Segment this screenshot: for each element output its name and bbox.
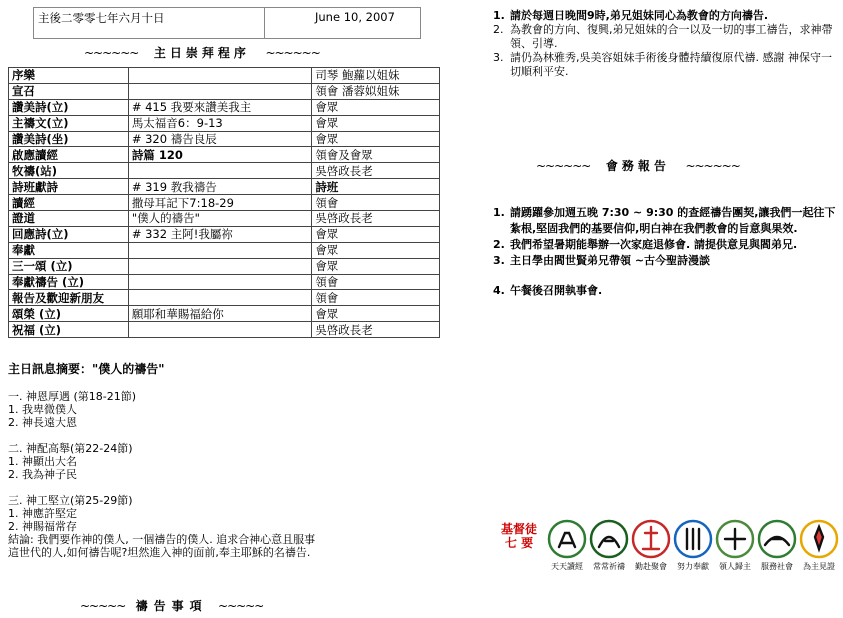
table-row (9, 115, 440, 131)
evangelism-icon (715, 519, 755, 559)
program-leader: 領會 (312, 195, 440, 211)
program-detail: # 319 教我禱告 (128, 179, 312, 195)
program-item: 牧禱(站) (9, 163, 129, 179)
item-text: 請踴躍參加週五晚 7:30 ~ 9:30 的查經禱告團契,讓我們一起往下紮根,堅固我們的基要信仰,明白神在我們教會的旨意與果效. (510, 206, 836, 235)
item-text: 請仍為林雅秀,吳美容姐妹手術後身體持續復原代禱. 感謝 神保守一切順利平安. (510, 51, 832, 78)
table-row (9, 242, 440, 258)
program-leader: 會眾 (312, 306, 440, 322)
program-detail: 詩篇 120 (128, 147, 312, 163)
program-item: 宣召 (9, 83, 129, 99)
essential-item (588, 519, 630, 572)
table-row (9, 322, 440, 338)
table-row (9, 99, 440, 115)
program-leader: 會眾 (312, 115, 440, 131)
sermon-summary (8, 363, 438, 559)
table-row (9, 274, 440, 290)
essential-item (714, 519, 756, 572)
table-row (9, 147, 440, 163)
table-row (9, 83, 440, 99)
list-item (493, 205, 838, 237)
program-detail (128, 290, 312, 306)
item-number: 2. (493, 238, 505, 251)
program-item: 詩班獻詩 (9, 179, 129, 195)
service-icon (757, 519, 797, 559)
essential-item (546, 519, 588, 572)
essential-caption: 服務社會 (761, 562, 793, 571)
essential-caption: 努力奉獻 (677, 562, 709, 571)
essential-caption: 常常祈禱 (593, 562, 625, 571)
seven-essentials-label: 基督徒 七 要 (500, 522, 537, 550)
program-item: 奉獻禱告 (立) (9, 274, 129, 290)
item-text: 午餐後召開執事會. (510, 284, 603, 297)
program-leader: 會眾 (312, 242, 440, 258)
table-row (9, 290, 440, 306)
seven-essentials-logo (496, 519, 840, 572)
table-row (9, 258, 440, 274)
program-leader: 會眾 (312, 258, 440, 274)
essential-caption: 勤赴聚會 (635, 562, 667, 571)
sermon-line: 一. 神恩厚遇 (第18-21節) (8, 390, 137, 403)
item-text: 請於每週日晚間9時,弟兄姐妹同心為教會的方向禱告. (510, 9, 769, 22)
program-item: 證道 (9, 211, 129, 227)
program-leader: 吳啓政長老 (312, 322, 440, 338)
program-detail: # 415 我要來讚美我主 (128, 99, 312, 115)
table-row (9, 306, 440, 322)
program-detail: 撒母耳記下7:18-29 (128, 195, 312, 211)
program-leader: 會眾 (312, 226, 440, 242)
announcements-title: ~~~~~~ 會務報告 ~~~~~~ (536, 159, 740, 173)
item-text: 我們希望暑期能舉辦一次家庭退修會. 請提供意見與閻弟兄. (510, 238, 798, 251)
spacer (8, 481, 438, 494)
essential-item (756, 519, 798, 572)
program-leader: 會眾 (312, 131, 440, 147)
worship-order-table (8, 67, 440, 338)
program-item: 主禱文(立) (9, 115, 129, 131)
program-item: 啟應讀經 (9, 147, 129, 163)
program-detail (128, 163, 312, 179)
list-item (493, 237, 838, 253)
date-english: June 10, 2007 (315, 10, 395, 24)
item-number: 2. (493, 23, 504, 36)
spacer (8, 429, 438, 442)
item-number: 1. (493, 9, 505, 22)
essential-item (630, 519, 672, 572)
program-detail (128, 68, 312, 84)
program-detail (128, 274, 312, 290)
sermon-line: 這世代的人,如何禱告呢?坦然進入神的面前,奉主耶穌的名禱告. (8, 546, 311, 559)
program-leader: 領會 (312, 290, 440, 306)
essential-item (672, 519, 714, 572)
program-detail (128, 258, 312, 274)
date-box (33, 7, 421, 39)
table-row (9, 163, 440, 179)
witness-icon (799, 519, 839, 559)
list-item (493, 51, 838, 79)
table-row (9, 195, 440, 211)
sermon-line: 1. 我卑微僕人 (8, 403, 77, 416)
list-item (493, 23, 838, 51)
table-row (9, 131, 440, 147)
program-item: 讀經 (9, 195, 129, 211)
program-item: 讚美詩(坐) (9, 131, 129, 147)
program-leader: 領會 潘蓉姒姐妹 (312, 83, 440, 99)
bible-reading-icon (547, 519, 587, 559)
essential-caption: 領人歸主 (719, 562, 751, 571)
table-row (9, 179, 440, 195)
program-leader: 吳啓政長老 (312, 211, 440, 227)
item-text: 為教會的方向、復興,弟兄姐妹的合一以及一切的事工禱告，求神帶領、引導. (510, 23, 833, 50)
program-leader: 領會及會眾 (312, 147, 440, 163)
program-detail (128, 83, 312, 99)
date-chinese: 主後二零零七年六月十日 (34, 8, 265, 38)
list-item (493, 253, 838, 269)
sermon-line: 1. 神應許堅定 (8, 507, 77, 520)
program-item: 報告及歡迎新朋友 (9, 290, 129, 306)
program-item: 祝福 (立) (9, 322, 129, 338)
sermon-line: 1. 神顯出大名 (8, 455, 77, 468)
program-leader: 詩班 (312, 179, 440, 195)
prayer-items-title: ~~~~~ 禱告事項 ~~~~~ (80, 599, 264, 613)
item-number: 4. (493, 284, 505, 297)
essential-item (798, 519, 840, 572)
program-detail (128, 242, 312, 258)
program-leader: 司琴 鮑蘿以姐妹 (312, 68, 440, 84)
program-item: 回應詩(立) (9, 226, 129, 242)
program-detail: # 332 主阿!我屬祢 (128, 226, 312, 242)
list-item (493, 9, 838, 23)
offering-icon (673, 519, 713, 559)
program-leader: 會眾 (312, 99, 440, 115)
program-leader: 領會 (312, 274, 440, 290)
sermon-heading: 主日訊息摘要："僕人的禱告" (8, 362, 165, 376)
program-item: 奉獻 (9, 242, 129, 258)
sermon-line: 2. 神長遠大恩 (8, 416, 77, 429)
essential-caption: 為主見證 (803, 562, 835, 571)
sermon-line: 三. 神工堅立(第25-29節) (8, 494, 133, 507)
list-item (493, 283, 838, 299)
program-leader: 吳啓政長老 (312, 163, 440, 179)
sermon-line: 二. 神配高舉(第22-24節) (8, 442, 133, 455)
essential-caption: 天天讀經 (551, 562, 583, 571)
sermon-line: 2. 神賜福常存 (8, 520, 77, 533)
worship-order-title: ~~~~~~ 主日崇拜程序 ~~~~~~ (84, 46, 320, 60)
program-detail (128, 322, 312, 338)
program-detail: 馬太福音6：9-13 (128, 115, 312, 131)
praying-icon (589, 519, 629, 559)
prayer-list (493, 9, 838, 79)
program-detail: # 320 禱告良辰 (128, 131, 312, 147)
church-icon (631, 519, 671, 559)
table-row (9, 226, 440, 242)
table-row (9, 68, 440, 84)
sermon-line: 結論: 我們要作神的僕人, 一個禱告的僕人. 追求合神心意且服事 (8, 533, 316, 546)
program-item: 讚美詩(立) (9, 99, 129, 115)
item-text: 主日學由閻世賢弟兄帶領 ~古今聖詩漫談 (510, 254, 711, 267)
program-detail: 願耶和華賜福給你 (128, 306, 312, 322)
program-detail: "僕人的禱告" (128, 211, 312, 227)
announcement-list (493, 205, 838, 299)
sermon-line: 2. 我為神子民 (8, 468, 77, 481)
item-number: 3. (493, 51, 504, 64)
program-item: 序樂 (9, 68, 129, 84)
program-item: 頌榮 (立) (9, 306, 129, 322)
item-number: 3. (493, 254, 505, 267)
program-item: 三一頌 (立) (9, 258, 129, 274)
item-number: 1. (493, 206, 505, 219)
table-row (9, 211, 440, 227)
